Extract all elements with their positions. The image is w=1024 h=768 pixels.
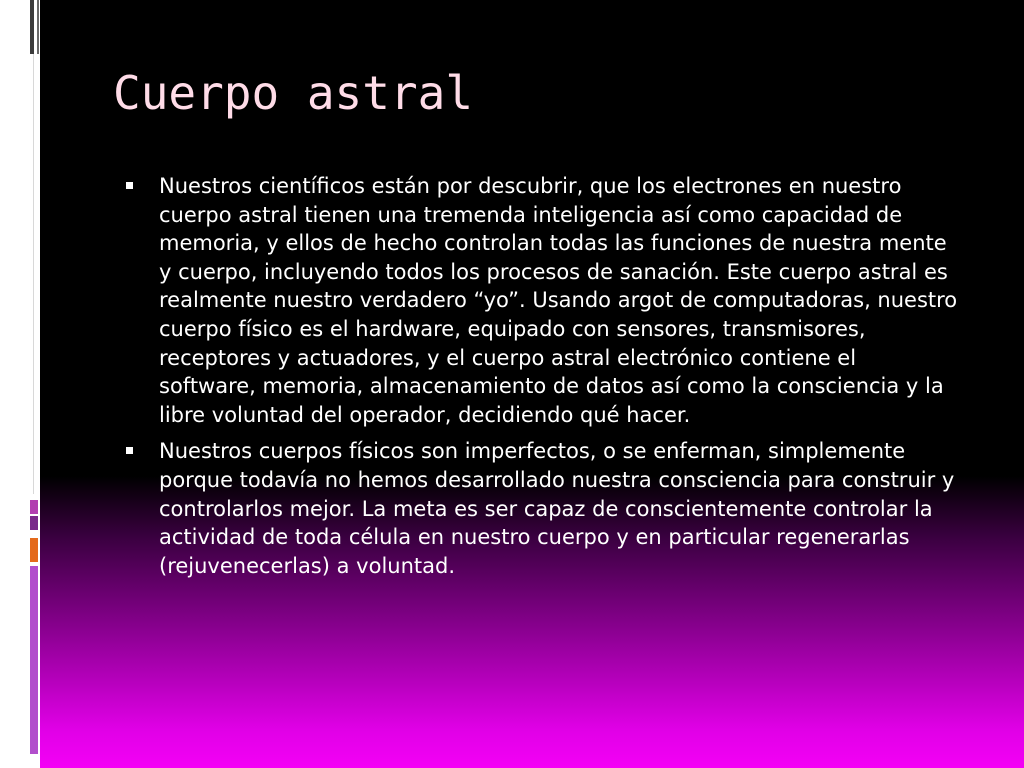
bullet-item [118,172,958,429]
bullet-item [118,437,958,580]
left-decorative-strip [0,0,40,768]
bullet-text: Nuestros científicos están por descubrir, que los electrones en nuestro cuerpo astral tienen una tremenda inteligencia así como capacidad de memoria, y ellos de hecho controlan todas las funciones de nuestra mente y cuerpo, incluyendo todos los procesos de sanación. Este cuerpo astral es realmente nuestro verdadero “yo”. Usando argot de computadoras, nuestro cuerpo físico es el hardware, equipado con sensores, transmisores, receptores y actuadores, y el cuerpo astral electrónico contiene el software, memoria, almacenamiento de datos así como la consciencia y la libre voluntad del operador, decidiendo qué hacer. [159,174,958,427]
bullet-list [118,172,958,588]
bullet-text: Nuestros cuerpos físicos son imperfectos, o se enferman, simplemente porque todavía no hemos desarrollado nuestra consciencia para construir y controlarlos mejor. La meta es ser capaz de conscientemente controlar la actividad de toda célula en nuestro cuerpo y en particular regenerarlas (rejuvenecerlas) a voluntad. [159,439,955,578]
slide-title: Cuerpo astral [113,66,474,120]
square-bullet-icon [126,447,133,454]
decor-segment-pink [30,500,38,514]
decor-line [33,54,34,494]
decor-bar-top [30,0,34,54]
decor-segment-orange [30,538,38,562]
square-bullet-icon [126,182,133,189]
decor-bar-top-thin [37,0,39,54]
decor-segment-violet [30,566,38,754]
decor-segment-purple [30,516,38,530]
